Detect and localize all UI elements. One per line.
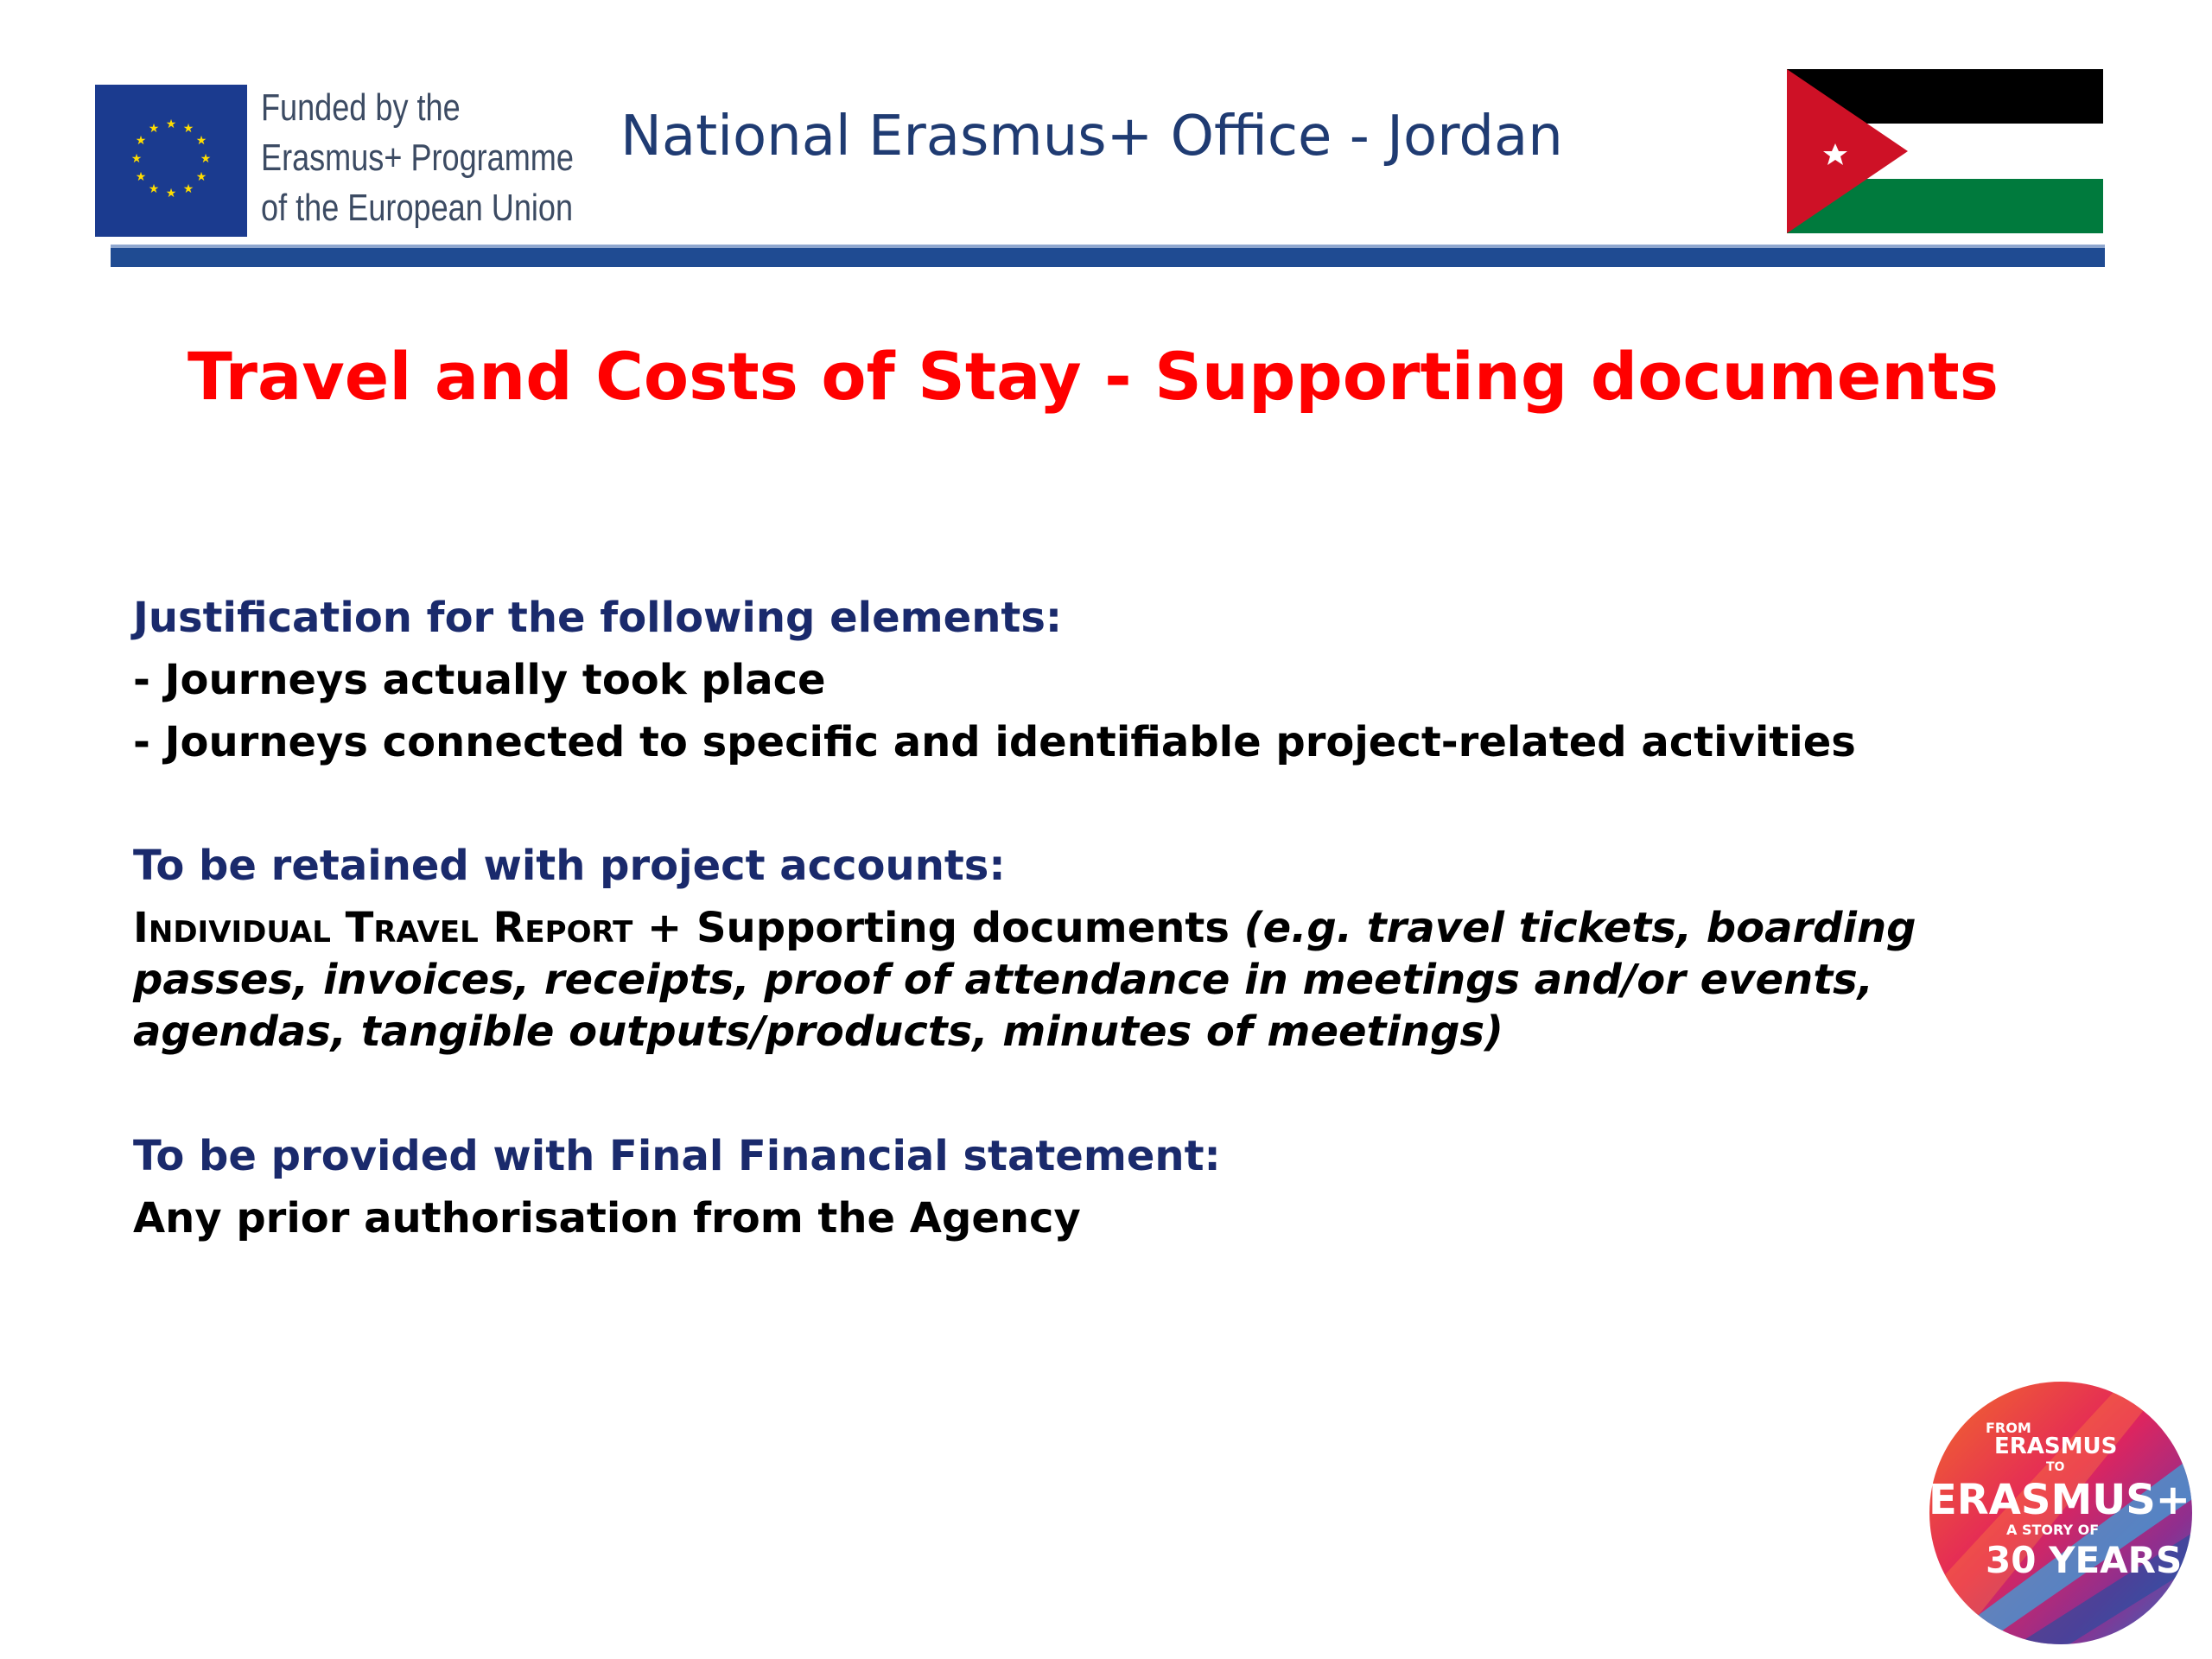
eu-funding-line-3: of the European Union: [261, 187, 574, 229]
retained-line-1: [133, 902, 2094, 954]
svg-text:★: ★: [130, 152, 143, 166]
badge-erasmus-plus-text: ERASMUS+: [1929, 1476, 2190, 1524]
justification-section: [133, 592, 2094, 768]
svg-text:★: ★: [200, 152, 212, 166]
retained-section: [133, 840, 2094, 1058]
eu-funding-line-1: Funded by the: [261, 86, 461, 129]
office-title: National Erasmus+ Office - Jordan: [620, 105, 1563, 168]
jordan-flag-icon: [1787, 69, 2103, 233]
jordan-flag: [1787, 69, 2103, 233]
erasmus-30-years-badge: [1918, 1379, 2203, 1647]
header-divider: [111, 245, 2105, 267]
badge-from-text: FROM: [1986, 1420, 2031, 1436]
individual-travel-report-label: Individual Travel Report: [133, 904, 633, 952]
eu-funding-line-2: Erasmus+ Programme: [261, 137, 574, 179]
eu-flag-logo: [95, 85, 247, 237]
retained-heading: To be retained with project accounts:: [133, 842, 1006, 890]
svg-text:★: ★: [135, 134, 147, 148]
badge-to-text: TO: [2046, 1460, 2065, 1474]
examples-text-2: passes, invoices, receipts, proof of attendance in meetings and/or events,: [133, 956, 1873, 1004]
provided-item: Any prior authorisation from the Agency: [133, 1194, 1081, 1243]
justification-heading: Justification for the following elements:: [133, 594, 1063, 642]
provided-heading: To be provided with Final Financial statement:: [133, 1132, 1221, 1180]
svg-text:★: ★: [165, 118, 177, 131]
svg-text:★: ★: [148, 182, 160, 196]
svg-text:★: ★: [182, 182, 194, 196]
justification-item-1: - Journeys actually took place: [133, 656, 826, 704]
svg-text:★: ★: [148, 122, 160, 136]
provided-section: [133, 1130, 2094, 1244]
justification-item-2: - Journeys connected to specific and identifiable project-related activities: [133, 718, 1856, 766]
eu-flag-icon: [95, 85, 247, 237]
badge-erasmus-text: ERASMUS: [1994, 1433, 2118, 1459]
examples-text-1: (e.g. travel tickets, boarding: [1243, 904, 1916, 952]
svg-text:★: ★: [135, 170, 147, 184]
slide-title: Travel and Costs of Stay - Supporting documents: [188, 338, 1999, 415]
examples-text-3: agendas, tangible outputs/products, minutes of meetings): [133, 1007, 1503, 1056]
svg-text:★: ★: [195, 170, 207, 184]
svg-text:★: ★: [182, 122, 194, 136]
badge-story-text: A STORY OF: [2006, 1522, 2100, 1538]
svg-text:★: ★: [195, 134, 207, 148]
eu-funding-text: [261, 83, 574, 233]
badge-30-years-text: 30 YEARS: [1986, 1539, 2183, 1581]
svg-text:★: ★: [165, 187, 177, 200]
supporting-documents-text: + Supporting documents: [632, 904, 1244, 952]
erasmus-30-years-badge-icon: [1918, 1379, 2203, 1647]
